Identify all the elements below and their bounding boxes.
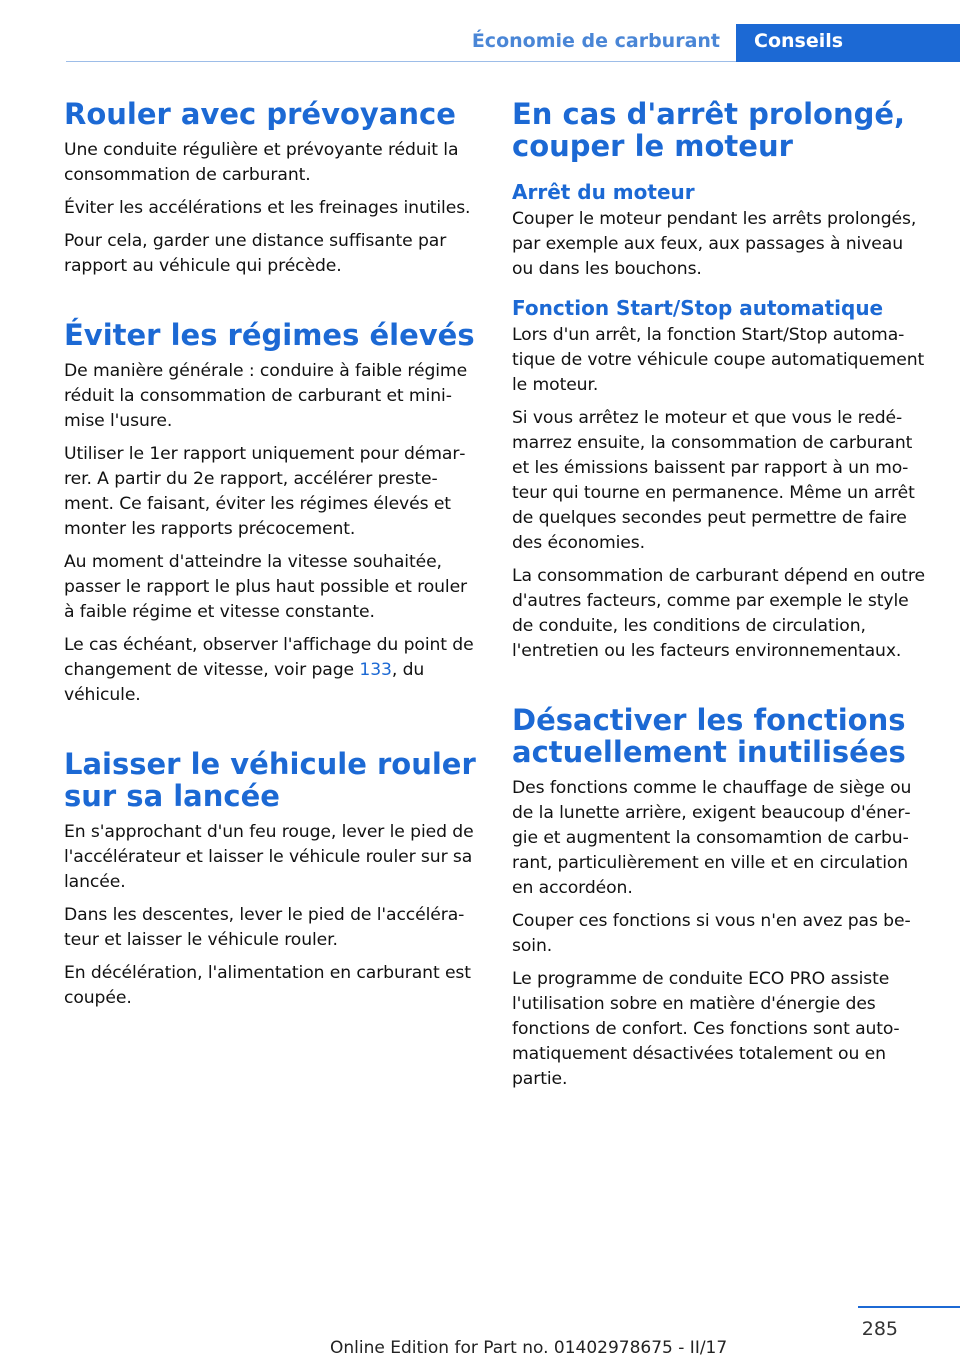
paragraph: Une conduite régulière et prévoyante réduit la consommation de carburant. [64,140,459,185]
heading-arret-prolonge: En cas d'arrêt prolongé, couper le moteur [512,97,906,163]
heading-eviter-regimes-eleves: Éviter les régimes élevés [64,318,475,352]
right-column [512,98,928,1100]
page-number: 285 [861,1318,898,1340]
heading-rouler-avec-prevoyance: Rouler avec prévoyance [64,97,456,131]
paragraph: Lors d'un arrêt, la fonction Start/Stop automatique de votre véhicule coupe automatiquement le moteur. [512,325,925,395]
paragraph: Le programme de conduite ECO PRO assiste l'utilisation sobre en matière d'énergie des fonctions de confort. Ces fonctions sont automatiquement désactivées totalement ou en partie. [512,969,900,1089]
paragraph: Dans les descentes, lever le pied de l'accélérateur et laisser le véhicule rouler. [64,905,465,950]
paragraph: Si vous arrêtez le moteur et que vous le redémarrez ensuite, la consommation de carburant et les émissions baissent par rapport à un moteur qui tourne en permanence. Même un arrêt de quelques secondes peut permettre de faire des économies. [512,408,915,553]
paragraph-with-page-ref [64,633,480,708]
subheading-arret-du-moteur: Arrêt du moteur [512,180,695,204]
header-section-title: Économie de carburant [471,30,720,52]
paragraph: En décélération, l'alimentation en carburant est coupée. [64,963,471,1008]
page-reference-link[interactable]: 133 [359,660,392,680]
footer-divider [858,1306,960,1308]
subheading-start-stop: Fonction Start/Stop automatique [512,296,884,320]
paragraph: Des fonctions comme le chauffage de siège ou de la lunette arrière, exigent beaucoup d'énergie et augmentent la consomamtion de carburant, particulièrement en ville et en circulation en accordéon. [512,778,912,898]
header-divider [66,61,736,62]
heading-laisser-rouler: Laisser le véhicule rouler sur sa lancée [64,747,476,813]
paragraph: La consommation de carburant dépend en outre d'autres facteurs, comme par exemple le style de conduite, les conditions de circulation, l'entretien ou les facteurs environnementaux. [512,566,925,661]
header-chapter-tab: Conseils [736,24,960,62]
paragraph: Éviter les accélérations et les freinages inutiles. [64,198,471,218]
paragraph: De manière générale : conduire à faible régime réduit la consommation de carburant et minimise l'usure. [64,361,468,431]
edition-note: Online Edition for Part no. 01402978675 - II/17 [330,1338,728,1358]
text: Le cas échéant, observer l'affichage du point de changement de vitesse, voir page [64,635,474,680]
paragraph: Au moment d'atteindre la vitesse souhaitée, passer le rapport le plus haut possible et rouler à faible régime et vitesse constante. [64,552,468,622]
paragraph: Pour cela, garder une distance suffisante par rapport au véhicule qui précède. [64,231,447,276]
text: , du véhicule. [64,660,425,705]
paragraph: Utiliser le 1er rapport uniquement pour démarrer. A partir du 2e rapport, accélérer prestement. Ce faisant, éviter les régimes élevés et monter les rapports précocement. [64,444,466,539]
paragraph: Couper le moteur pendant les arrêts prolongés, par exemple aux feux, aux passages à niveau ou dans les bouchons. [512,209,917,279]
heading-desactiver-fonctions: Désactiver les fonctions actuellement inutilisées [512,703,906,769]
page-header [0,0,960,62]
left-column [64,98,480,1019]
paragraph: En s'approchant d'un feu rouge, lever le pied de l'accélérateur et laisser le véhicule rouler sur sa lancée. [64,822,474,892]
paragraph: Couper ces fonctions si vous n'en avez pas besoin. [512,911,911,956]
